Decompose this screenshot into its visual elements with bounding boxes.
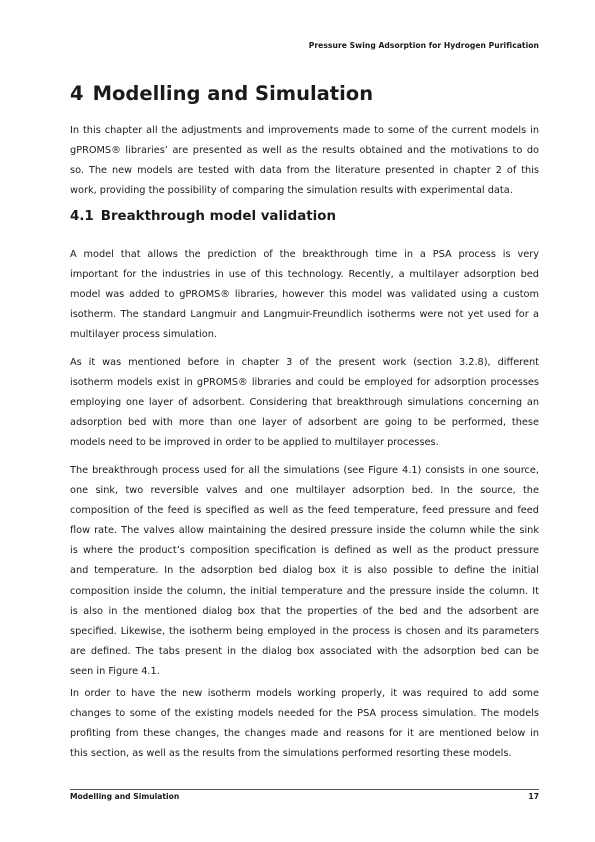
- text-line: In this chapter all the adjustments and improvements made to some of the current models in: [70, 125, 539, 136]
- text-line: isotherm. The standard Langmuir and Langmuir-Freundlich isotherms were not yet used for a: [70, 309, 539, 321]
- text-line: this section, as well as the results from the simulations performed resorting these models.: [70, 748, 512, 760]
- text-line: specified. Likewise, the isotherm being employed in the process is chosen and its parameters: [70, 625, 539, 637]
- text-line: composition of the feed is specified as well as the feed temperature, feed pressure and feed: [70, 505, 539, 517]
- text-line: multilayer process simulation.: [70, 329, 217, 341]
- paragraph-2: [70, 353, 539, 453]
- text-line: is also in the mentioned dialog box that the properties of the bed and the adsorbent are: [70, 605, 539, 617]
- chapter-number: 4: [70, 82, 84, 105]
- running-header: Pressure Swing Adsorption for Hydrogen Purification: [308, 41, 539, 50]
- text-line: profiting from these changes, the changes made and reasons for it are mentioned below in: [70, 728, 539, 740]
- text-line: seen in Figure 4.1.: [70, 665, 160, 677]
- footer-page-number: 17: [528, 792, 539, 801]
- text-line: so. The new models are tested with data from the literature presented in chapter 2 of this: [70, 165, 539, 177]
- text-line: As it was mentioned before in chapter 3 of the present work (section 3.2.8), different: [70, 357, 539, 368]
- text-line: are defined. The tabs present in the dialog box associated with the adsorption bed can be: [70, 645, 539, 657]
- footer-chapter-label: Modelling and Simulation: [70, 792, 180, 801]
- chapter-title: [70, 80, 373, 108]
- text-line: model was added to gPROMS® libraries, however this model was validated using a custom: [70, 289, 539, 301]
- chapter-title-text: Modelling and Simulation: [92, 82, 374, 105]
- text-line: composition inside the column, the initial temperature and the pressure inside the column. It: [70, 585, 539, 597]
- text-line: The breakthrough process used for all the simulations (see Figure 4.1) consists in one source,: [70, 465, 539, 476]
- text-line: work, providing the possibility of comparing the simulation results with experimental data.: [70, 185, 513, 197]
- section-title-text: Breakthrough model validation: [100, 209, 336, 224]
- text-line: isotherm models exist in gPROMS® libraries and could be employed for adsorption processes: [70, 377, 539, 389]
- section-title: [70, 207, 336, 227]
- text-line: employing one layer of adsorbent. Considering that breakthrough simulations concerning an: [70, 397, 539, 409]
- text-line: is where the product’s composition specification is defined as well as the product pressure: [70, 545, 539, 557]
- text-line: adsorption bed with more than one layer of adsorbent are going to be performed, these: [70, 417, 539, 429]
- paragraph-4: [70, 684, 539, 764]
- text-line: changes to some of the existing models needed for the PSA process simulation. The models: [70, 708, 539, 720]
- paragraph-3: [70, 461, 539, 682]
- paragraph-1: [70, 245, 539, 345]
- section-number: 4.1: [70, 209, 94, 224]
- footer-rule: [70, 789, 539, 790]
- intro-paragraph: [70, 121, 539, 201]
- text-line: and temperature. In the adsorption bed dialog box it is also possible to define the initial: [70, 565, 539, 577]
- text-line: gPROMS® libraries’ are presented as well as the results obtained and the motivations to do: [70, 145, 539, 157]
- text-line: A model that allows the prediction of the breakthrough time in a PSA process is very: [70, 249, 539, 260]
- text-line: flow rate. The valves allow maintaining the desired pressure inside the column while the sink: [70, 525, 539, 537]
- text-line: In order to have the new isotherm models working properly, it was required to add some: [70, 688, 539, 699]
- text-line: models need to be improved in order to be applied to multilayer processes.: [70, 437, 439, 449]
- text-line: important for the industries in use of this technology. Recently, a multilayer adsorption bed: [70, 269, 539, 281]
- text-line: one sink, two reversible valves and one multilayer adsorption bed. In the source, the: [70, 485, 539, 497]
